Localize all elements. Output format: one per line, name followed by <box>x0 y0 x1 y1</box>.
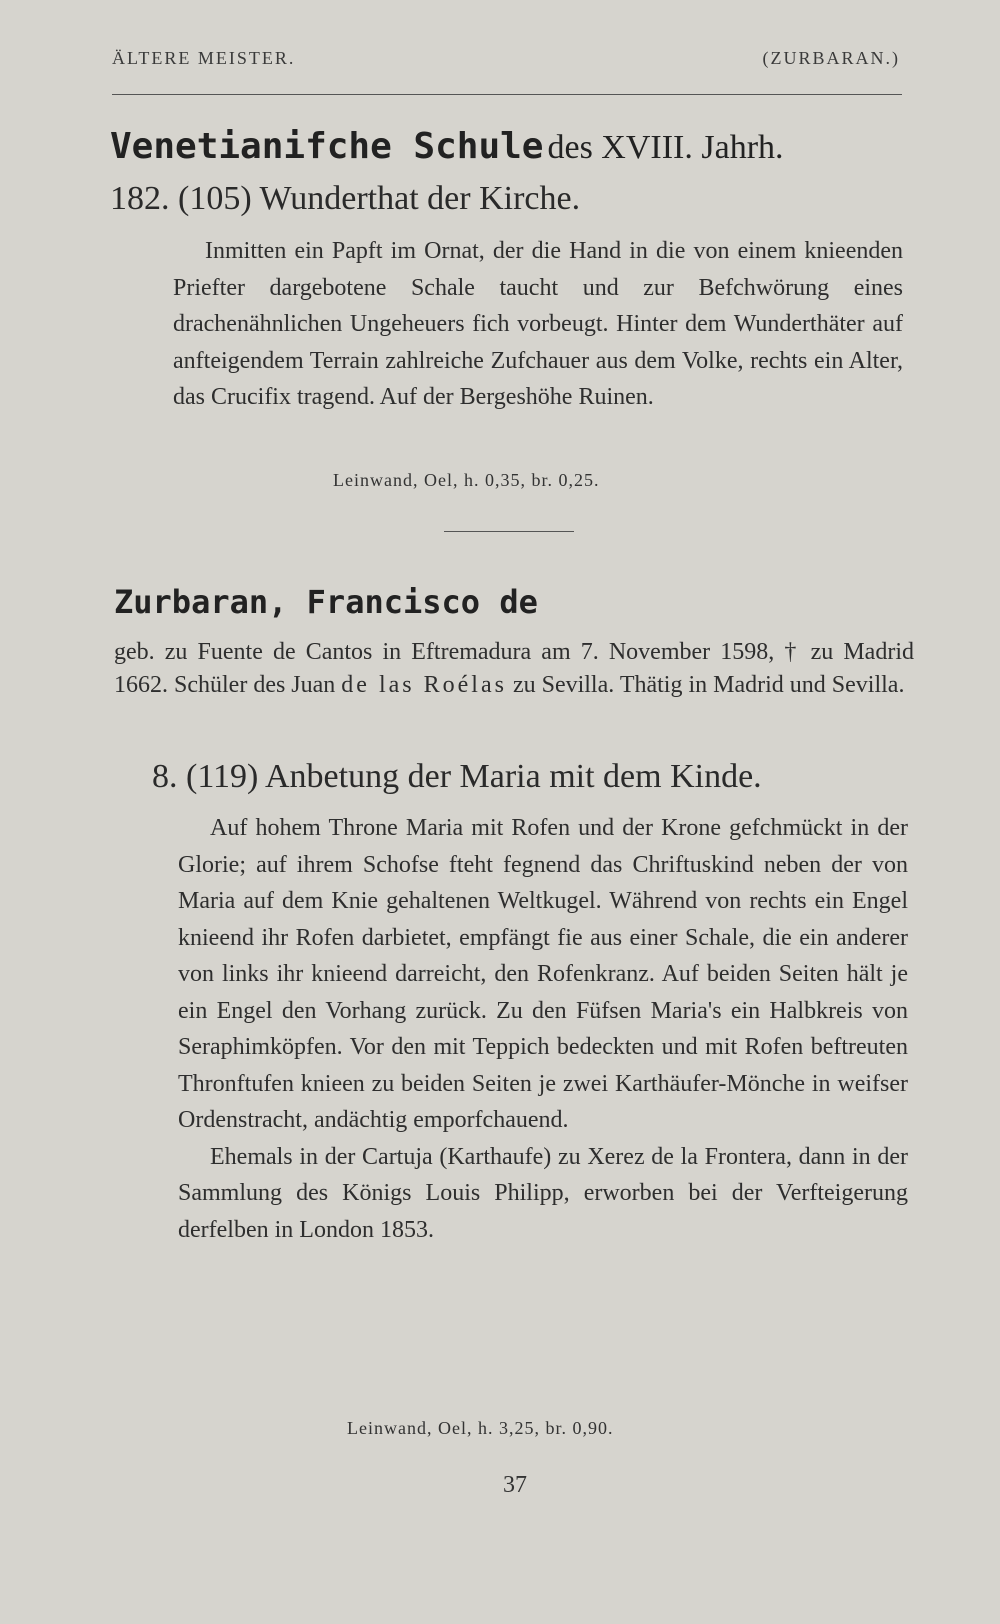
description-text: Auf hohem Throne Maria mit Rofen und der Krone gefchmückt in der Glorie; auf ihrem Schofse fteht fegnend das Chriftuskind neben der von Maria auf dem Knie gehaltenen Weltkugel. Während von rechts ein Engel knieend ihr Rofen darbietet, empfängt fie aus einer Schale, die ein anderer von links ihr knieend darreicht, den Rofenkranz. Auf beiden Seiten hält je ein Engel den Vorhang zurück. Zu den Füfsen Maria's ein Halbkreis von Seraphimköpfen. Vor den mit Teppich bedeckten und mit Rofen beftreuten Thronftufen knieen zu beiden Seiten je zwei Karthäufer-Mönche in weifser Ordenstracht, andächtig emporfchauend. <box>178 815 908 1133</box>
medium-8: Leinwand, Oel, h. 3,25, br. 0,90. <box>347 1418 614 1438</box>
school-heading <box>110 126 784 167</box>
entry-description-8 <box>178 810 908 1248</box>
artist-bio <box>114 636 914 702</box>
entry-title-182: 182. (105) Wunderthat der Kirche. <box>110 180 581 217</box>
section-divider <box>444 531 574 532</box>
page-number: 37 <box>503 1472 527 1498</box>
entry-description-182 <box>173 233 903 416</box>
running-head <box>112 48 900 78</box>
artist-name: Zurbaran, Francisco de <box>114 583 538 621</box>
medium-182: Leinwand, Oel, h. 0,35, br. 0,25. <box>333 470 600 490</box>
description-text: Inmitten ein Papft im Ornat, der die Hand in die von einem knieenden Priefter dargebotene Schale taucht und zur Befchwörung eines drachenähnlichen Ungeheuers fich vorbeugt. Hinter dem Wunderthäter auf anfteigendem Terrain zahlreiche Zufchauer aus dem Volke, rechts ein Alter, das Crucifix tragend. Auf der Bergeshöhe Ruinen. <box>173 238 903 410</box>
bio-text-end: zu Sevilla. Thätig in Madrid und Sevilla. <box>512 672 905 698</box>
running-head-left: ÄLTERE MEISTER. <box>112 48 296 68</box>
school-name: Venetianifche Schule <box>110 126 544 167</box>
running-head-right: (ZURBARAN.) <box>762 48 900 68</box>
bio-teacher: de las Roélas <box>341 672 507 698</box>
entry-title-8: 8. (119) Anbetung der Maria mit dem Kinde. <box>152 758 762 795</box>
bio-text: geb. zu Fuente de Cantos in Eftremadura am 7. November 1598, † zu Madrid 1662. Schüler des Juan <box>114 639 914 698</box>
provenance-text: Ehemals in der Cartuja (Karthaufe) zu Xerez de la Frontera, dann in der Sammlung des Königs Louis Philipp, erworben bei der Verfteigerung derfelben in London 1853. <box>178 1143 908 1243</box>
school-suffix: des XVIII. Jahrh. <box>547 129 784 166</box>
header-rule <box>112 94 902 95</box>
